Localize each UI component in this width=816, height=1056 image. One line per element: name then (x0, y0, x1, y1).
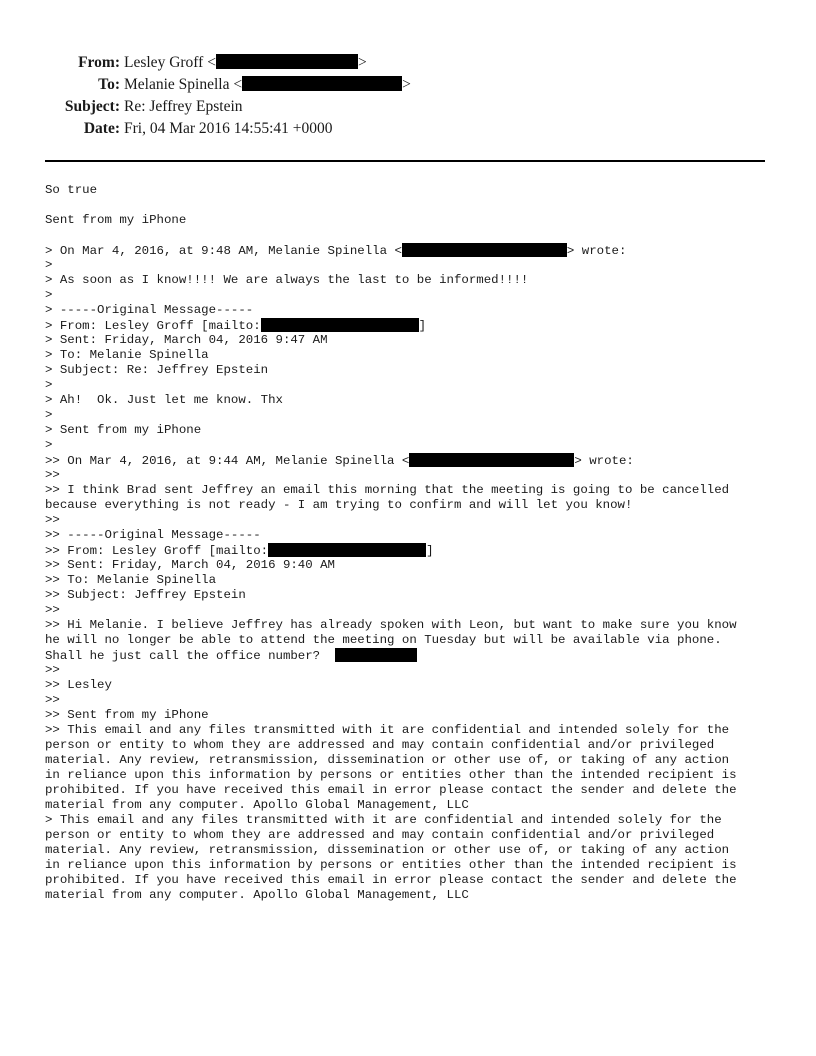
quote-header-line (45, 243, 785, 258)
disclaimer-line: person or entity to whom they are addressed and may contain confidential and/or privileged (45, 738, 715, 752)
date-value: Fri, 04 Mar 2016 14:55:41 +0000 (124, 120, 333, 137)
body-line: >> I think Brad sent Jeffrey an email this morning that the meeting is going to be cancelled (45, 483, 730, 497)
to-close: > (402, 76, 411, 93)
disclaimer-line: material from any computer. Apollo Global Management, LLC (45, 798, 469, 812)
body-line: >> (45, 663, 60, 677)
phone-line-text: Shall he just call the office number? (45, 649, 335, 663)
header-divider (45, 160, 765, 162)
disclaimer-line: >> This email and any files transmitted with it are confidential and intended solely for the (45, 723, 730, 737)
disclaimer-line: > This email and any files transmitted with it are confidential and intended solely for the (45, 813, 722, 827)
body-line: >> (45, 513, 60, 527)
body-line: > (45, 438, 53, 452)
from-row (0, 52, 816, 74)
disclaimer-line: in reliance upon this information by persons or entities other than the intended recipient is (45, 768, 737, 782)
disclaimer-line: prohibited. If you have received this email in error please contact the sender and delete the (45, 873, 737, 887)
body-line: >> Hi Melanie. I believe Jeffrey has already spoken with Leon, but want to make sure you know (45, 618, 737, 632)
body-line: >> Subject: Jeffrey Epstein (45, 588, 246, 602)
quote-header-suffix: > wrote: (574, 454, 634, 468)
phone-line (45, 648, 785, 663)
body-line: > Sent from my iPhone (45, 423, 202, 437)
quote-header-text: >> On Mar 4, 2016, at 9:44 AM, Melanie Spinella < (45, 454, 410, 468)
disclaimer-line: prohibited. If you have received this email in error please contact the sender and delete the (45, 783, 737, 797)
date-row (0, 118, 816, 140)
body-line: >> To: Melanie Spinella (45, 573, 217, 587)
redaction-box (409, 453, 574, 467)
redaction-box (335, 648, 417, 662)
body-line: >> (45, 603, 60, 617)
from-label: From: (78, 54, 120, 71)
body-line: >> -----Original Message----- (45, 528, 261, 542)
from-value (124, 52, 367, 74)
from-close: > (357, 54, 367, 71)
date-label: Date: (83, 120, 120, 137)
disclaimer-line: material from any computer. Apollo Global Management, LLC (45, 888, 469, 902)
subject-row (0, 96, 816, 118)
body-line: > (45, 258, 53, 272)
blank-line (45, 228, 785, 243)
from-line-suffix: ] (418, 319, 427, 333)
from-line (45, 318, 785, 333)
disclaimer-line: person or entity to whom they are addressed and may contain confidential and/or privileged (45, 828, 715, 842)
blank-line (45, 198, 785, 213)
body-line: > (45, 288, 53, 302)
to-label: To: (98, 76, 120, 93)
disclaimer-line: in reliance upon this information by persons or entities other than the intended recipient is (45, 858, 737, 872)
from-line-text: >> From: Lesley Groff [mailto: (45, 544, 269, 558)
body-line: > Ah! Ok. Just let me know. Thx (45, 393, 283, 407)
quote-header-suffix: > wrote: (566, 244, 627, 258)
from-line (45, 543, 785, 558)
body-line: > (45, 408, 53, 422)
email-header (0, 52, 816, 140)
body-line: >> (45, 468, 60, 482)
body-line: > Sent: Friday, March 04, 2016 9:47 AM (45, 333, 328, 347)
subject-label: Subject: (64, 98, 120, 115)
redaction-box (402, 243, 567, 257)
to-row (0, 74, 816, 96)
body-line: > -----Original Message----- (45, 303, 254, 317)
from-name: Lesley Groff < (124, 54, 216, 71)
body-line: Sent from my iPhone (45, 213, 187, 227)
body-line: >> Lesley (45, 678, 112, 692)
from-line-text: > From: Lesley Groff [mailto: (45, 319, 261, 333)
body-line: >> Sent: Friday, March 04, 2016 9:40 AM (45, 558, 335, 572)
body-line: So true (45, 183, 98, 197)
subject-value: Re: Jeffrey Epstein (124, 98, 243, 115)
body-line: >> Sent from my iPhone (45, 708, 209, 722)
disclaimer-line: material. Any review, retransmission, dissemination or other use of, or taking of any action (45, 843, 730, 857)
email-body (45, 183, 785, 903)
body-line: because everything is not ready - I am trying to confirm and will let you know! (45, 498, 633, 512)
redaction-box (268, 543, 426, 557)
body-line: > As soon as I know!!!! We are always the last to be informed!!!! (45, 273, 529, 287)
body-line: he will no longer be able to attend the meeting on Tuesday but will be available via phone. (45, 633, 722, 647)
redaction-box (216, 54, 358, 69)
body-line: > Subject: Re: Jeffrey Epstein (45, 363, 269, 377)
redaction-box (242, 76, 402, 91)
body-line: > (45, 378, 53, 392)
disclaimer-line: material. Any review, retransmission, dissemination or other use of, or taking of any action (45, 753, 730, 767)
from-line-suffix: ] (426, 544, 434, 558)
to-value (124, 74, 411, 96)
to-name: Melanie Spinella < (124, 76, 243, 93)
quote-header-line (45, 453, 785, 468)
redaction-box (261, 318, 419, 332)
quote-header-text: > On Mar 4, 2016, at 9:48 AM, Melanie Spinella < (45, 244, 402, 258)
body-line: > To: Melanie Spinella (45, 348, 209, 362)
body-line: >> (45, 693, 60, 707)
